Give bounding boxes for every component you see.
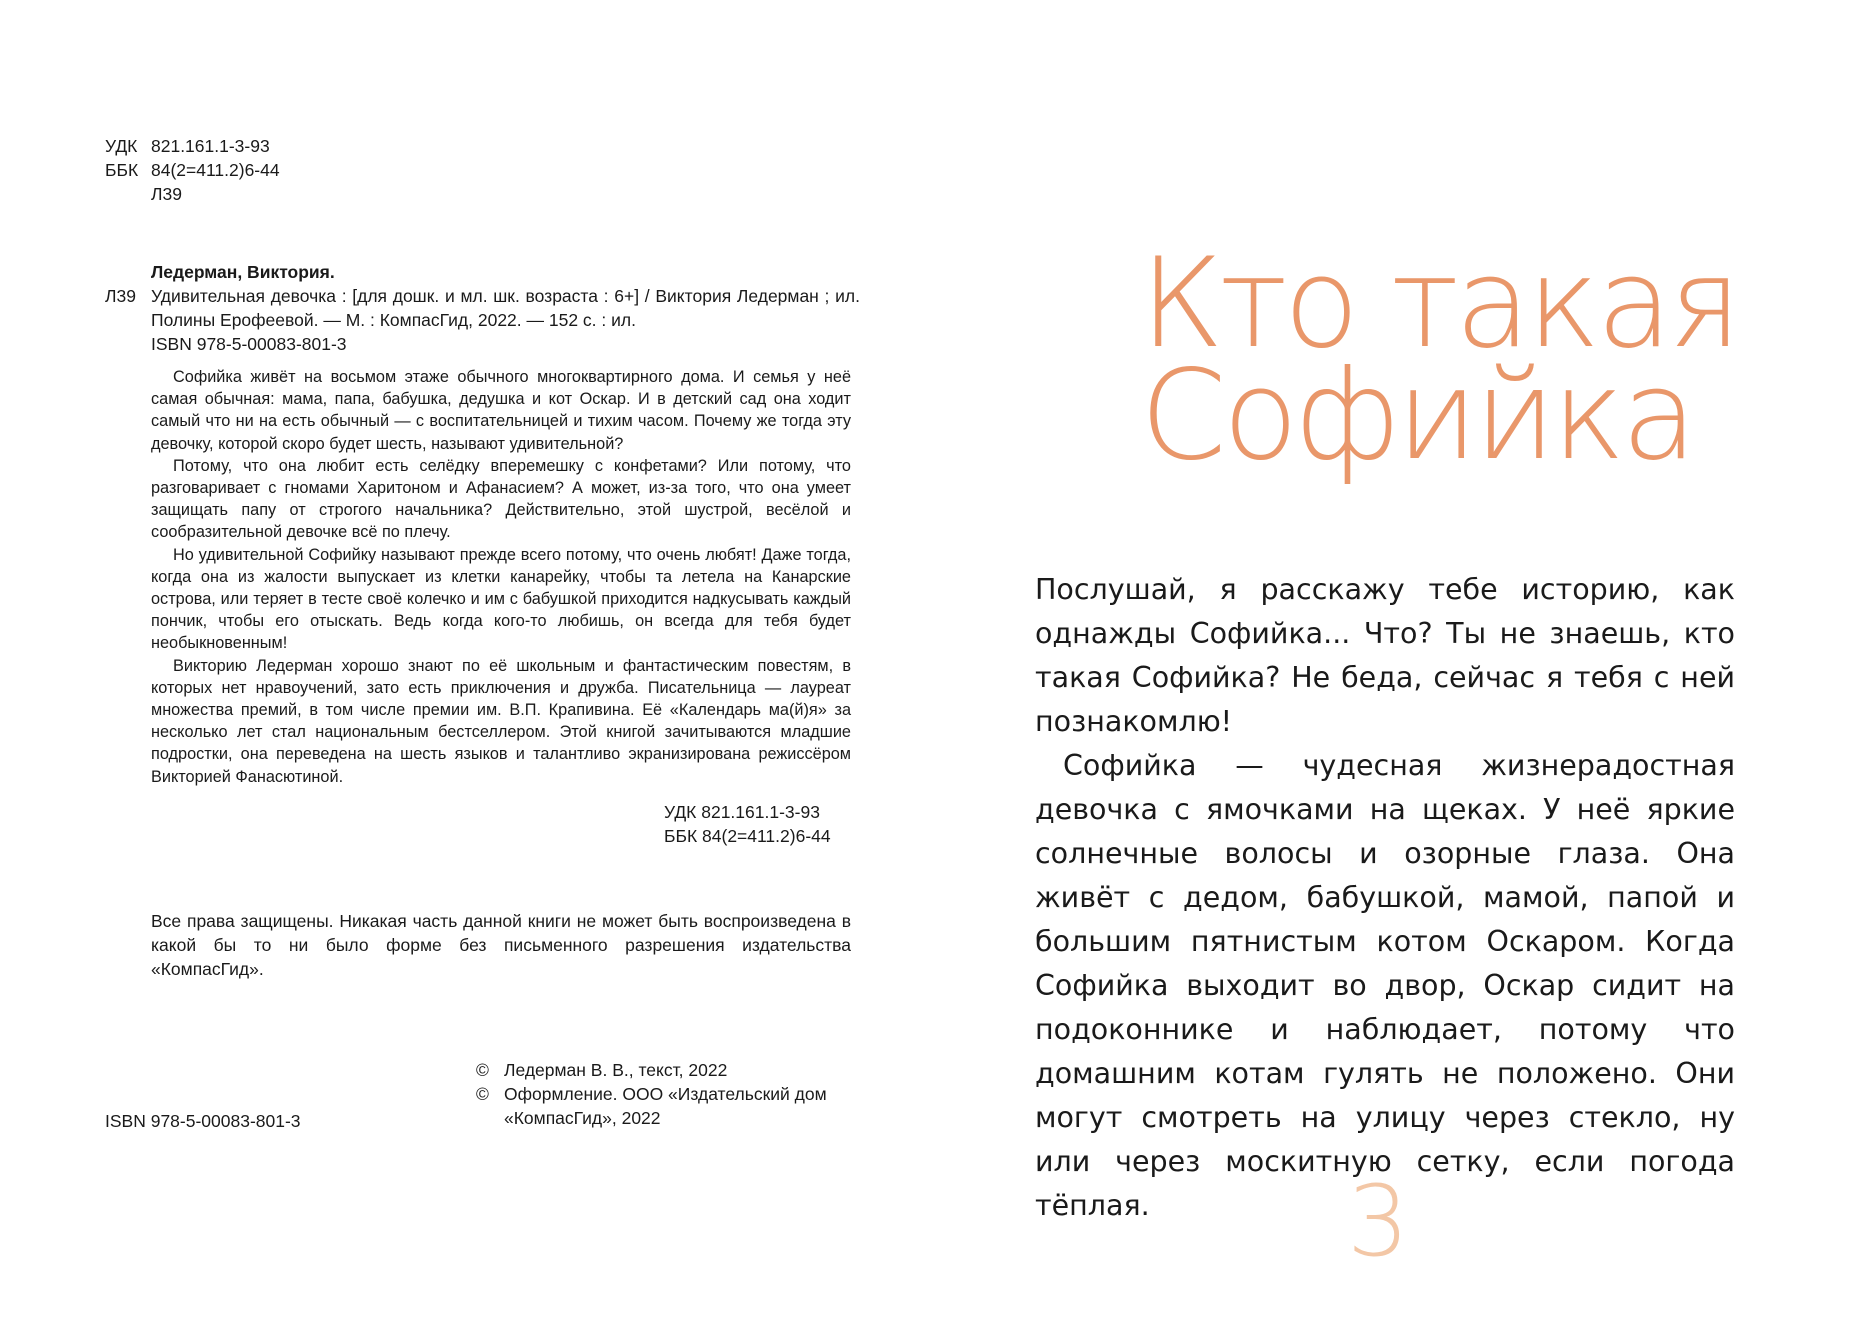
chapter-title-line1: Кто такая: [1140, 232, 1738, 376]
left-page: [0, 0, 935, 1333]
story-text: [1035, 568, 1735, 1228]
author-sign-row: [105, 182, 280, 206]
bbk-bottom-line: ББК 84(2=411.2)6-44: [664, 826, 831, 846]
right-page: [935, 0, 1871, 1333]
bbk-row: [105, 158, 280, 182]
isbn-bottom: ISBN 978-5-00083-801-3: [105, 1111, 301, 1131]
chapter-title: [1140, 232, 1840, 488]
catalog-record: [105, 260, 860, 356]
bbk-key: ББК: [105, 160, 139, 180]
copyright-block: [476, 1058, 886, 1130]
copyright-text: Оформление. ООО «Издательский дом «КомпасГид», 2022: [504, 1084, 827, 1128]
catalog-code: Л39: [105, 286, 136, 306]
catalog-isbn: ISBN 978-5-00083-801-3: [151, 334, 347, 354]
udk-value: 821.161.1-3-93: [151, 136, 270, 156]
copyright-text: Ледерман В. В., текст, 2022: [504, 1060, 728, 1080]
copyright-icon: ©: [476, 1084, 489, 1104]
copyright-row: [476, 1058, 886, 1082]
udk-bottom-line: УДК 821.161.1-3-93: [664, 802, 820, 822]
udk-bottom: [664, 800, 864, 848]
page-number: 3: [1347, 1165, 1410, 1279]
catalog-description-row: [105, 284, 860, 332]
bbk-value: 84(2=411.2)6-44: [151, 160, 280, 180]
author-sign-key: [105, 182, 151, 206]
story-paragraph: Софийка — чудесная жизнерадостная девочка с ямочками на щеках. У неё яркие солнечные волосы и озорные глаза. Она живёт с дедом, бабушкой, мамой, папой и большим пятнистым котом Оскаром. Когда Софийка выходит во двор, Оскар сидит на подоконнике и наблюдает, потому что домашним котам гулять не положено. Они могут смотреть на улицу через стекло, ну или через москитную сетку, если погода тёплая.: [1035, 749, 1735, 1222]
annotation-paragraph: Но удивительной Софийку называют прежде всего потому, что очень любят! Даже тогда, когда она из жалости выпускает из клетки канарейку, чтобы та летела на Канарские острова, или теряет в тесте своё колечко и им с бабушкой приходится надкусывать каждый пончик, чтобы его отыскать. Ведь когда кого-то любишь, он всегда для тебя будет необыкновенным!: [151, 545, 851, 653]
rights-notice: Все права защищены. Никакая часть данной книги не может быть воспроизведена в какой бы то ни было форме без письменного разрешения издательства «КомпасГид».: [151, 911, 851, 979]
annotation-paragraph: Викторию Ледерман хорошо знают по её школьным и фантастическим повестям, в которых нет нравоучений, зато есть приключения и дружба. Писательница — лауреат множества премий, в том числе премии им. В.П. Крапивина. Её «Календарь ма(й)я» за несколько лет стал национальным бестселлером. Этой книгой зачитываются младшие подростки, она переведена на шесть языков и талантливо экранизирована режиссёром Викторией Фанасютиной.: [151, 656, 851, 786]
udk-classification: [105, 134, 280, 206]
annotation-paragraph: Потому, что она любит есть селёдку вперемешку с конфетами? Или потому, что разговаривает с гномами Харитоном и Афанасием? А может, из-за того, что она умеет защищать папу от строгого начальника? Действительно, этой шустрой, весёлой и сообразительной девочке всё по плечу.: [151, 456, 851, 542]
annotation-paragraph: Софийка живёт на восьмом этаже обычного многоквартирного дома. И семья у неё самая обычная: мама, папа, бабушка, дедушка и кот Оскар. И в детский сад она ходит самый что ни на есть обычный — с воспитательницей и тихим часом. Почему же тогда эту девочку, которой скоро будет шесть, называют удивительной?: [151, 368, 851, 453]
udk-key: УДК: [105, 136, 138, 156]
author-sign-value: Л39: [151, 184, 182, 204]
annotation: [151, 366, 851, 788]
catalog-description: Удивительная девочка : [для дошк. и мл. шк. возраста : 6+] / Виктория Ледерман ; ил. Полины Ерофеевой. — М. : КомпасГид, 2022. — 152 с. : ил.: [151, 286, 860, 330]
story-paragraph: Послушай, я расскажу тебе историю, как однажды Софийка... Что? Ты не знаешь, кто такая Софийка? Не беда, сейчас я тебя с ней познакомлю!: [1035, 573, 1735, 738]
copyright-row: [476, 1082, 886, 1130]
udk-row: [105, 134, 280, 158]
author-name: Ледерман, Виктория.: [151, 262, 335, 282]
copyright-icon: ©: [476, 1060, 489, 1080]
chapter-title-line2: Софийка: [1140, 344, 1694, 488]
